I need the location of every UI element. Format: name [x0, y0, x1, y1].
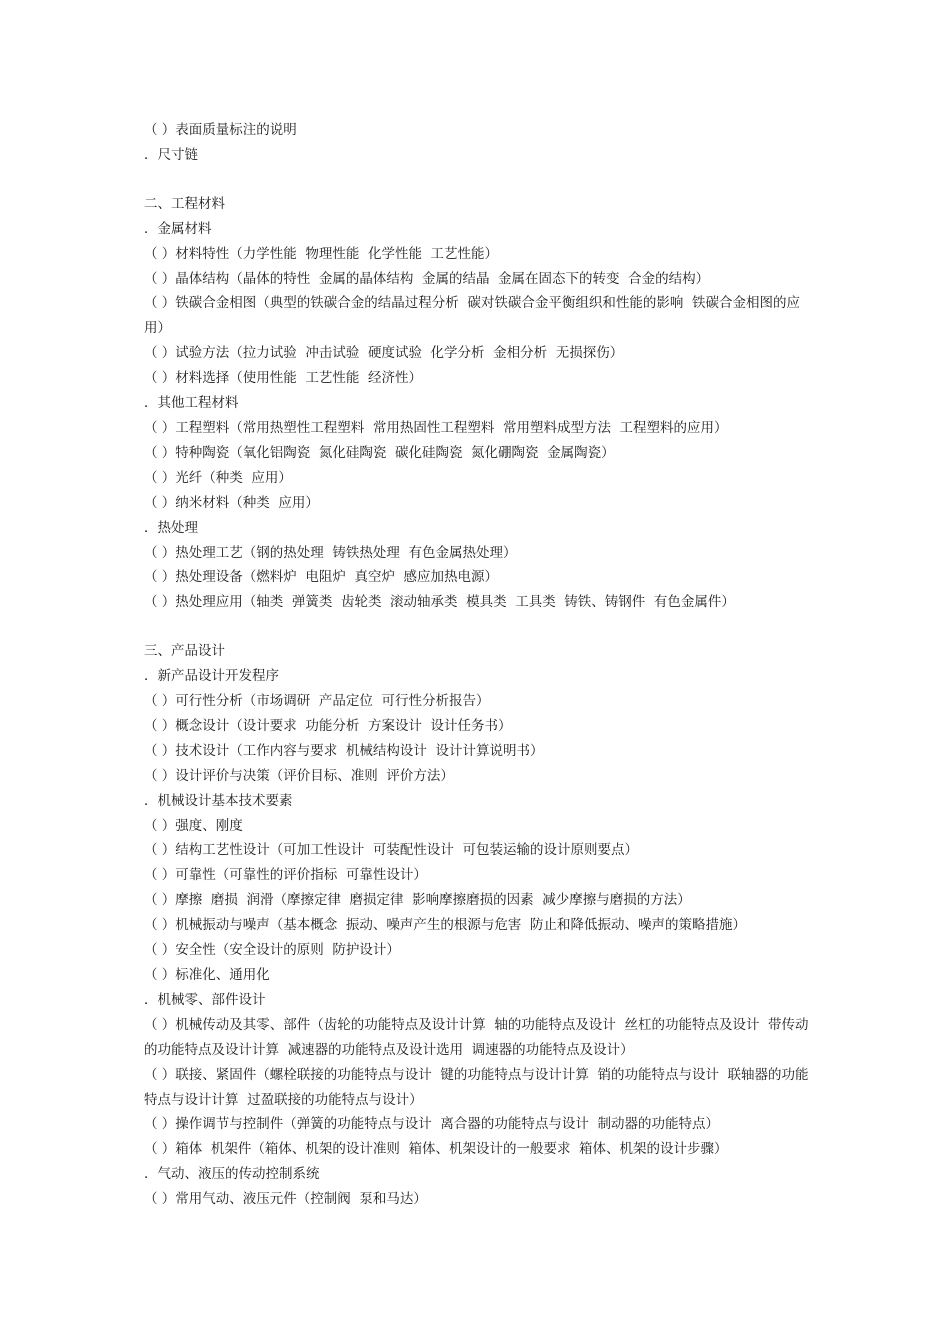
- outline-line: （ ）技术设计（工作内容与要求 机械结构设计 设计计算说明书）: [144, 742, 544, 759]
- section-gap: [144, 168, 816, 192]
- outline-line: （ ）标准化、通用化: [144, 967, 270, 983]
- document-body: [144, 118, 816, 1212]
- outline-line: ．气动、液压的传动控制系统: [144, 1166, 320, 1183]
- intro-line: ．尺寸链: [144, 146, 198, 163]
- outline-line: （ ）箱体 机架件（箱体、机架的设计准则 箱体、机架设计的一般要求 箱体、机架的设计步骤）: [144, 1141, 728, 1158]
- outline-line: （ ）试验方法（拉力试验 冲击试验 硬度试验 化学分析 金相分析 无损探伤）: [144, 345, 624, 362]
- outline-line: ．其他工程材料: [144, 395, 239, 412]
- section-product-design: [144, 639, 816, 1212]
- outline-line: ．机械零、部件设计: [144, 991, 266, 1008]
- outline-line: （ ）铁碳合金相图（典型的铁碳合金的结晶过程分析 碳对铁碳合金平衡组织和性能的影响 铁碳合金相图的应用）: [144, 295, 800, 337]
- outline-line: （ ）热处理设备（燃料炉 电阻炉 真空炉 感应加热电源）: [144, 569, 499, 586]
- outline-line: （ ）结构工艺性设计（可加工性设计 可装配性设计 可包装运输的设计原则要点）: [144, 842, 638, 859]
- outline-line: （ ）操作调节与控制件（弹簧的功能特点与设计 离合器的功能特点与设计 制动器的功能特点）: [144, 1116, 719, 1133]
- outline-line: （ ）热处理应用（轴类 弹簧类 齿轮类 滚动轴承类 模具类 工具类 铸铁、铸钢件 有色金属件）: [144, 594, 735, 611]
- section-title: 三、产品设计: [144, 643, 225, 660]
- outline-line: （ ）特种陶瓷（氧化铝陶瓷 氮化硅陶瓷 碳化硅陶瓷 氮化硼陶瓷 金属陶瓷）: [144, 444, 615, 461]
- outline-line: ．新产品设计开发程序: [144, 668, 279, 685]
- outline-line: ．机械设计基本技术要素: [144, 792, 293, 809]
- outline-line: （ ）强度、刚度: [144, 817, 243, 834]
- outline-line: （ ）纳米材料（种类 应用）: [144, 494, 319, 511]
- outline-line: （ ）设计评价与决策（评价目标、准则 评价方法）: [144, 767, 454, 784]
- outline-line: （ ）摩擦 磨损 润滑（摩擦定律 磨损定律 影响摩擦磨损的因素 减少摩擦与磨损的方法）: [144, 892, 691, 909]
- outline-line: ．金属材料: [144, 220, 212, 237]
- outline-line: （ ）材料特性（力学性能 物理性能 化学性能 工艺性能）: [144, 245, 499, 262]
- outline-line: （ ）机械传动及其零、部件（齿轮的功能特点及设计计算 轴的功能特点及设计 丝杠的功能特点及设计 带传动的功能特点及设计计算 减速器的功能特点及设计选用 调速器的功能特点及设计）: [144, 1016, 809, 1058]
- outline-line: （ ）联接、紧固件（螺栓联接的功能特点与设计 键的功能特点与设计计算 销的功能特点与设计 联轴器的功能特点与设计计算 过盈联接的功能特点与设计）: [144, 1066, 809, 1108]
- outline-line: （ ）可靠性（可靠性的评价指标 可靠性设计）: [144, 867, 427, 884]
- outline-line: （ ）热处理工艺（钢的热处理 铸铁热处理 有色金属热处理）: [144, 544, 517, 561]
- outline-line: （ ）晶体结构（晶体的特性 金属的晶体结构 金属的结晶 金属在固态下的转变 合金的结构）: [144, 270, 710, 287]
- outline-line: （ ）机械振动与噪声（基本概念 振动、噪声产生的根源与危害 防止和降低振动、噪声的策略措施）: [144, 917, 746, 934]
- outline-line: （ ）光纤（种类 应用）: [144, 469, 292, 486]
- section-materials: [144, 192, 816, 615]
- outline-line: （ ）工程塑料（常用热塑性工程塑料 常用热固性工程塑料 常用塑料成型方法 工程塑料的应用）: [144, 419, 728, 436]
- section-title: 二、工程材料: [144, 195, 225, 212]
- section-gap: [144, 615, 816, 639]
- outline-line: （ ）常用气动、液压元件（控制阀 泵和马达）: [144, 1191, 427, 1208]
- intro-line: （ ）表面质量标注的说明: [144, 122, 297, 138]
- outline-line: ．热处理: [144, 519, 198, 536]
- outline-line: （ ）材料选择（使用性能 工艺性能 经济性）: [144, 370, 422, 387]
- outline-line: （ ）可行性分析（市场调研 产品定位 可行性分析报告）: [144, 693, 490, 710]
- outline-line: （ ）安全性（安全设计的原则 防护设计）: [144, 942, 400, 959]
- outline-line: （ ）概念设计（设计要求 功能分析 方案设计 设计任务书）: [144, 717, 512, 734]
